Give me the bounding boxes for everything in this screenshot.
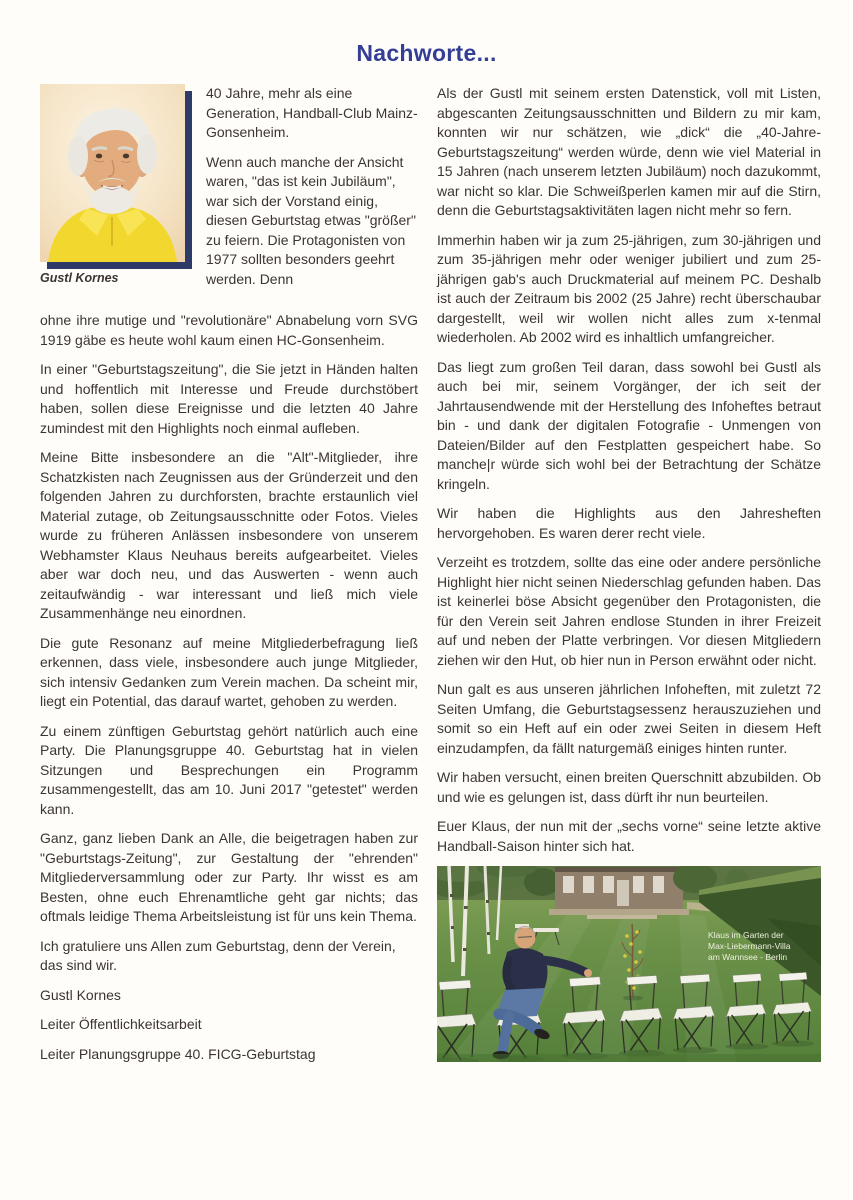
paragraph: Verzeiht es trotzdem, sollte das eine oder andere persönliche Highlight hier nicht seinen Niederschlag gefunden haben. Das ist keinerlei böse Absicht gegenüber den Protagonisten, die für den Verein seit Jahren endlose Stunden in ihrer Freizeit auf und neben der Platte verbringen. Vor diesen Mitgliedern ziehen wir den Hut, ob hier nun in Person erwähnt oder nicht. xyxy=(437,554,821,668)
paragraph: Ich gratuliere uns Allen zum Geburtstag, denn der Verein, das sind wir. xyxy=(40,937,396,973)
caption-line: Klaus im Garten der xyxy=(708,930,784,940)
paragraph: Euer Klaus, der nun mit der „sechs vorne“ seine letzte aktive Handball-Saison hinter sich hat. xyxy=(437,818,821,854)
signature-role-2: Leiter Planungsgruppe 40. FICG-Geburtstag xyxy=(40,1045,316,1062)
right-column xyxy=(437,84,821,1062)
paragraph: Als der Gustl mit seinem ersten Datenstick, voll mit Listen, abgescanten Zeitungsausschnitten und Bildern zu mir kam, konnten wir nur schätzen, wie „dick“ die „40-Jahre-Geburtstagszeitung“ werden würde, denn wie viel Material in 15 Jahren (nach unserem letzten Jubiläum) noch dazukommt, war nicht so klar. Die Schweißperlen kamen mir auf die Stirn, denn die Geburtstagsaktivitäten lagen nicht mehr so fern. xyxy=(437,85,821,218)
signature-name: Gustl Kornes xyxy=(40,986,121,1003)
garden-illustration xyxy=(437,866,821,1062)
paragraph: Meine Bitte insbesondere an die "Alt"-Mitglieder, ihre Schatzkisten nach Zeugnissen aus der Gründerzeit und den folgenden Jahren zu durchforsten, brachte erstaunlich viel Material zutage, ob Zeitungsausschnitte oder Fotos. Vieles wurde zu früheren Anlässen insbesondere von unserem Webhamster Klaus Neuhaus bereits aufgearbeitet. Vieles aber war doch neu, und das Auswerten - wenn auch zeitaufwändig - war interessant und ließ mich viele Zusammenhänge neu einordnen. xyxy=(40,449,418,621)
caption-line: Max-Liebermann-Villa xyxy=(708,941,791,952)
portrait-illustration xyxy=(40,84,185,262)
paragraph: Ganz, ganz lieben Dank an Alle, die beigetragen haben zur "Geburtstags-Zeitung", zur Gestaltung der "ehrenden" Mitgliederversammlung oder zur Party. Ihr wisst es am Besten, ohne euch Ehrenamtliche geht gar nichts; das oftmals leidige Thema Arbeitsleistung ist für uns kein Thema. xyxy=(40,830,418,924)
portrait-figure xyxy=(40,84,192,299)
garden-photo-caption xyxy=(708,930,812,963)
paragraph: Das liegt zum großen Teil daran, dass sowohl bei Gustl als auch bei mir, seinem Vorgänger, der ich seit der Jahrtausendwende mit der Herstellung des Infoheftes betraut bin - und dank der digitalen Fotografie - Unmengen von Dateien/Bilder auf den Festplatten gespeichert habe. So manche|r würde sich wohl bei der Betrachtung der Schätze kringeln. xyxy=(437,358,821,492)
paragraph: Wenn auch manche der Ansicht waren, "das ist kein Jubiläum", war sich der Vorstand einig, diesen Geburtstag etwas "größer" zu feiern. Die Protagonisten von 1977 sollten besonders geehrt werden. Denn xyxy=(206,153,416,287)
signature-role-1: Leiter Öffentlichkeitsarbeit xyxy=(40,1016,202,1032)
paragraph: Immerhin haben wir ja zum 25-jährigen, zum 30-jährigen und zum 35-jährigen mehr oder weniger jubiliert und zum 25-jährigen gab's auch Druckmaterial auf meinem PC. Deshalb ist auch der Zeitraum bis 2002 (25 Jahre) recht überschaubar dargestellt, weil wir wollen nicht alles zum x-tenmal wiederholen. Ab 2002 wird es inhaltlich umfangreicher. xyxy=(437,231,821,345)
paragraph: Wir haben versucht, einen breiten Querschnitt abzubilden. Ob und wie es gelungen ist, dass dürft ihr nun beurteilen. xyxy=(437,769,821,805)
page-title: Nachworte... xyxy=(356,40,497,66)
paragraph: 40 Jahre, mehr als eine Generation, Handball-Club Mainz-Gonsenheim. xyxy=(206,85,418,140)
garden-photo xyxy=(437,866,821,1062)
intro-row xyxy=(40,84,418,299)
paragraph: Die gute Resonanz auf meine Mitgliederbefragung ließ erkennen, dass viele, insbesondere auch junge Mitglieder, sich intensiv Gedanken zum Verein machen. Da scheint mir, liegt ein Potential, das darauf wartet, gehoben zu werden. xyxy=(40,634,418,709)
intro-text xyxy=(206,84,418,299)
portrait-caption: Gustl Kornes xyxy=(40,271,119,285)
portrait-photo xyxy=(40,84,185,262)
paragraph: In einer "Geburtstagszeitung", die Sie jetzt in Händen halten und hoffentlich mit Interesse und Freude durchstöbert haben, sollen diese Ereignisse und die letzten 40 Jahre zumindest mit den Highlights noch einmal aufleben. xyxy=(40,361,418,436)
paragraph: ohne ihre mutige und "revolutionäre" Abnabelung vorn SVG 1919 gäbe es heute wohl kaum einen HC-Gonsenheim. xyxy=(40,312,418,348)
left-column xyxy=(40,84,418,1074)
paragraph: Wir haben die Highlights aus den Jahresheften hervorgehoben. Es waren derer recht viele. xyxy=(437,505,821,541)
caption-line: am Wannsee - Berlin xyxy=(708,952,788,963)
paragraph: Zu einem zünftigen Geburtstag gehört natürlich auch eine Party. Die Planungsgruppe 40. Geburtstag hat in vielen Sitzungen und Besprechungen ein Programm zusammengestellt, das am 10. Juni 2017 "getestet" werden kann. xyxy=(40,722,418,817)
paragraph: Nun galt es aus unseren jährlichen Infoheften, mit zuletzt 72 Seiten Umfang, die Geburtstagsessenz herauszuziehen und somit so ein Heft auf ein oder zwei Seiten in diesem Heft einzudampfen, da fällt naturgemäß einiges hinten runter. xyxy=(437,681,821,756)
